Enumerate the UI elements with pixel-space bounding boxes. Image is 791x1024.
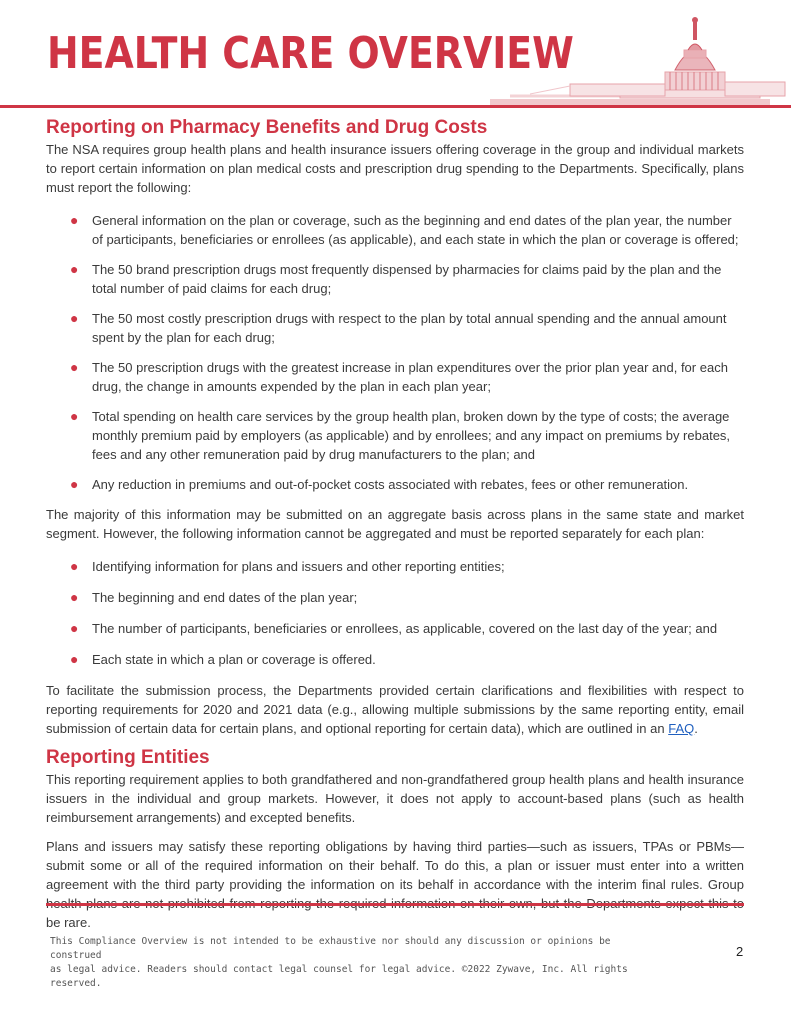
faq-link[interactable]: FAQ — [668, 721, 695, 736]
bullet-icon: ● — [70, 589, 79, 605]
disclaimer-line: as legal advice. Readers should contact legal counsel for legal advice. ©2022 Zywave, Inc. All rights reserved. — [50, 964, 628, 989]
bullet-icon: ● — [70, 310, 79, 326]
section-intro-paragraph: The NSA requires group health plans and health insurance issuers offering coverage in the group and individual markets to report certain information on plan medical costs and prescription drug spending to the Departments. Specifically, plans must report the following: — [46, 142, 744, 195]
list-item: ● General information on the plan or coverage, such as the beginning and end dates of the plan year, the number of participants, beneficiaries or enrollees (as applicable), and each state in which the plan or coverage is offered; — [70, 212, 739, 247]
document-body — [46, 116, 744, 932]
list-item: ● Total spending on health care services by the group health plan, broken down by the type of costs; the average monthly premium paid by employers (as applicable) and by enrollees; and any impact on premiums by rebates, fees and any other remuneration paid by drug manufacturers to the plan; and — [70, 408, 731, 462]
footer-divider — [46, 903, 744, 906]
bullet-icon: ● — [70, 359, 79, 375]
page-header-title: HEALTH CARE OVERVIEW — [47, 28, 574, 79]
list-item: ● The 50 brand prescription drugs most frequently dispensed by pharmacies for claims paid by the plan and the total number of paid claims for each drug; — [70, 261, 722, 296]
header-divider — [0, 105, 791, 108]
capitol-building-illustration — [470, 10, 791, 108]
list-item: ● Any reduction in premiums and out-of-pocket costs associated with rebates, fees or other remuneration. — [70, 476, 689, 492]
bullet-icon: ● — [70, 651, 79, 667]
list-item: ● The number of participants, beneficiaries or enrollees, as applicable, covered on the last day of the year; and — [70, 620, 718, 636]
bullet-icon: ● — [70, 408, 79, 424]
list-item: ● The beginning and end dates of the plan year; — [70, 589, 358, 605]
submission-paragraph: To facilitate the submission process, the Departments provided certain clarifications and flexibilities with respect to reporting requirements for 2020 and 2021 data (e.g., allowing multiple submissions by the same reporting entity, email submission of certain data for certain plans, and optional reporting for certain data), which are outlined in an FAQ. — [46, 683, 744, 736]
list-item: ● The 50 most costly prescription drugs with respect to the plan by total annual spending and the annual amount spent by the plan for each drug; — [70, 310, 727, 345]
aggregate-paragraph: The majority of this information may be submitted on an aggregate basis across plans in the same state and market segment. However, the following information cannot be aggregated and must be reported separately for each plan: — [46, 507, 744, 541]
section-heading-reporting-entities: Reporting Entities — [46, 747, 210, 768]
bullet-icon: ● — [70, 261, 79, 277]
entities-paragraph: This reporting requirement applies to both grandfathered and non-grandfathered group health plans and health insurance issuers in the individual and group markets. However, it does not apply to account-based plans (such as health reimbursement arrangements) and excepted benefits. — [46, 772, 744, 825]
reporting-items-list — [46, 211, 744, 494]
third-party-paragraph: Plans and issuers may satisfy these reporting obligations by having third parties—such as issuers, TPAs or PBMs—submit some or all of the required information on their behalf. To do this, a plan or issuer must enter into a written agreement with the third party providing the information on its behalf in accordance with the interim final rules. Group be rare. — [46, 839, 744, 930]
section-heading-pharmacy: Reporting on Pharmacy Benefits and Drug Costs — [46, 117, 488, 138]
list-item: ● Identifying information for plans and issuers and other reporting entities; — [70, 558, 505, 574]
separate-items-list — [46, 557, 744, 669]
list-item: ● The 50 prescription drugs with the greatest increase in plan expenditures over the prior plan year and, for each drug, the change in amounts expended by the plan in each plan year; — [70, 359, 728, 394]
list-item: ● Each state in which a plan or coverage is offered. — [70, 651, 376, 667]
bullet-icon: ● — [70, 558, 79, 574]
bullet-icon: ● — [70, 620, 79, 636]
disclaimer-line: This Compliance Overview is not intended to be exhaustive nor should any discussion or opinions be construed — [50, 936, 611, 961]
page-number: 2 — [736, 944, 744, 959]
footer-disclaimer — [50, 935, 650, 991]
bullet-icon: ● — [70, 212, 79, 228]
bullet-icon: ● — [70, 476, 79, 492]
